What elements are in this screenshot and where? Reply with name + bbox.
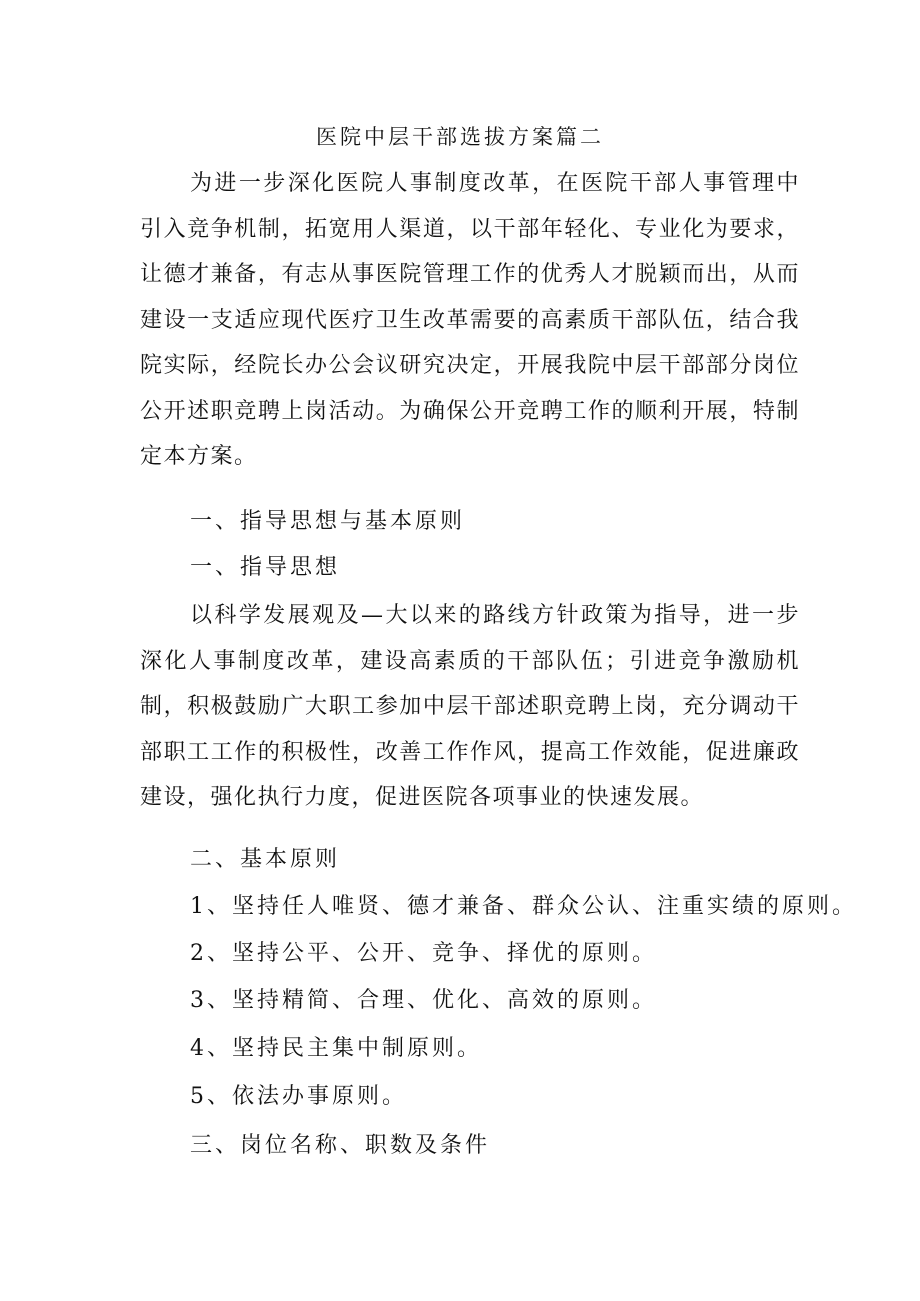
principle-item: 3、坚持精简、合理、优化、高效的原则。 bbox=[190, 988, 657, 1013]
subsection-heading-basic-principles: 二、基本原则 bbox=[190, 847, 341, 872]
principle-item: 5、依法办事原则。 bbox=[190, 1084, 407, 1109]
principle-item: 1、坚持任人唯贤、德才兼备、群众公认、注重实绩的原则。 bbox=[190, 894, 857, 919]
section-heading-guiding-principles: 一、指导思想与基本原则 bbox=[190, 509, 466, 534]
intro-paragraph: 为进一步深化医院人事制度改革，在医院干部人事管理中引入竞争机制，拓宽用人渠道，以干部年轻化、专业化为要求，让德才兼备，有志从事医院管理工作的优秀人才脱颖而出，从而建设一支适应现代医疗卫生改革需要的高素质干部队伍，结合我院实际，经院长办公会议研究决定，开展我院中层干部部分岗位公开述职竞聘上岗活动。为确保公开竞聘工作的顺利开展，特制定本方案。 bbox=[140, 171, 800, 469]
principle-item: 2、坚持公平、公开、竞争、择优的原则。 bbox=[190, 941, 657, 966]
subsection-heading-guiding-ideology: 一、指导思想 bbox=[190, 555, 341, 580]
document-title: 医院中层干部选拔方案篇二 bbox=[316, 125, 604, 149]
section-heading-positions: 三、岗位名称、职数及条件 bbox=[190, 1133, 491, 1158]
guiding-ideology-paragraph: 以科学发展观及—大以来的路线方针政策为指导，进一步深化人事制度改革，建设高素质的干部队伍；引进竞争激励机制，积极鼓励广大职工参加中层干部述职竞聘上岗，充分调动干部职工工作的积极性，改善工作作风，提高工作效能，促进廉政建设，强化执行力度，促进医院各项事业的快速发展。 bbox=[140, 603, 800, 810]
principle-item: 4、坚持民主集中制原则。 bbox=[190, 1036, 482, 1061]
